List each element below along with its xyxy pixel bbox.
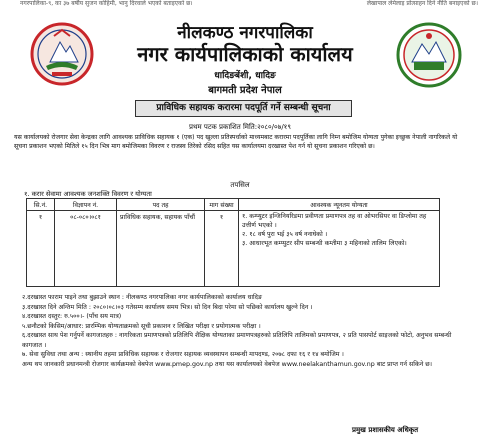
nepal-emblem-icon (30, 22, 94, 86)
vacancy-count-cell: १ (205, 211, 239, 287)
first-publish-date: प्रथम पटक प्रकाशित मिति:२०८०/०७/१९ (189, 123, 291, 131)
office-location: धादिङबेंशी, धादिङ (214, 71, 276, 81)
qualification-cell (239, 211, 440, 287)
section-1-heading: १. करार सेवामा आवश्यक जनशक्ति विवरण र योग्यता (24, 190, 152, 198)
qualification-item: ३. आधारभूत कम्प्युटर सीप सम्बन्धी कम्तीमा ३ महिनाको तालिम लिएको। (242, 240, 407, 247)
top-strip-right: लेखापाल लेमेलाइ प्रोत्साहन दिने नीति बनाइएको छ। (366, 0, 478, 7)
note-item: ७. सेवा सुविधा तथा अन्य : स्थानीय तहमा प्राविधिक सहायक र रोजगार सहायक व्यवस्थापन सम्बन्धी मापदण्ड, २०७८ दफा १६ र १४ बमोजिम । (22, 351, 344, 358)
top-strip-left: नगरपालिका-९, का ३७ बर्षीय सुजन कोहिमी, भानु दिरवाले भएको बताइएको छ। (20, 0, 193, 7)
note-item: ३.दरखास्त दिने अन्तिम मिति : २०८०।०८।०३ गतेसम्म कार्यालय समय भित्र। सो दिन बिदा परेमा सो पछिको कार्यालय खुल्ने दिन । (22, 303, 313, 311)
note-item: ६.दरखास्त साथ पेश गर्नुपर्ने कागजातहरु : नागरिकता प्रमाणपत्रको प्रतिलिपि शैक्षिक योग्यताका प्रमाणपत्रहरुको प्रतिलिपि तालिमको प्रमाणपत्र, २ प्रति पासपोर्ट साइजको फोटो, अनुभव सम्बन्धी कागजात । (22, 332, 452, 349)
municipality-logo-icon (396, 22, 462, 88)
intro-paragraph: यस कार्यालयको रोजगार सेवा केन्द्रका लागि आवश्यक प्राविधिक सहायक १ (एक) पद खुल्ला प्रतिस्पर्धाको माध्यमबाट करारमा पदपूर्तिका लागि निम्न बमोजिम योग्यता पुगेका इच्छुक नेपाली नागरिकले यो सूचना प्रकाशन भएको मितिले १५ दिन भित्र माग बमोजिमका विवरण र राजस्व तिरेको रसिद सहित यस कार्यालयमा दरखास्त पेश गर्न यो सूचना प्रकाशन गरिएको छ। (14, 134, 458, 150)
note-item: अन्य थप जानकारी प्रधानमन्त्री रोजगार कार्यक्रमको वेबपेज www.pmep.gov.np तथा यस कार्यालयको वेबपेज www.neelakanthamun.gov.np बाट प्राप्त गर्न सकिने छ। (22, 360, 432, 368)
post-level-cell: प्राविधिक सहायक, सहायक पाँचौं (117, 211, 205, 287)
province-name: बागमती प्रदेश नेपाल (208, 85, 282, 96)
notice-notes (22, 293, 472, 369)
details-heading: तपसिल (230, 181, 250, 189)
qualification-item: १. कम्प्युटर इन्जिनियरिङमा प्रवीणता प्रमाणपत्र तह वा ओभरसियर वा डिप्लोमा तह उत्तीर्ण भएको । (242, 213, 427, 229)
advertisement-number-cell: ०८-०८०।०८१ (55, 211, 117, 287)
municipality-name: नीलकण्ठ नगरपालिका (177, 23, 313, 43)
table-header: विज्ञापन नं. (55, 199, 117, 211)
table-header: सि.नं. (27, 199, 55, 211)
note-item: २.दरखास्त फाराम पाइने तथा बुझाउने स्थान : नीलकण्ठ नगरपालिका नगर कार्यपालिकाको कार्यालय धादिङ (22, 294, 262, 301)
table-header-row (27, 199, 440, 211)
post-details-table (26, 198, 440, 287)
note-item: ४.दरखास्त दस्तुर: रु.५००।- (पाँच सय मात्र) (22, 313, 122, 320)
qualification-item: २. १८ वर्ष पुरा भई ३५ वर्ष ननाघेको । (242, 231, 328, 238)
notice-title: प्राविधिक सहायक करारमा पदपूर्ति गर्ने सम्बन्धी सूचना (135, 100, 352, 117)
table-header: पद तह (117, 199, 205, 211)
table-header: आवश्यक न्यूनतम योग्यता (239, 199, 440, 211)
signatory-title: प्रमुख प्रशासकीय अधिकृत (352, 426, 419, 434)
table-header: माग संख्या (205, 199, 239, 211)
serial-number-cell: १ (27, 211, 55, 287)
top-news-strip (0, 0, 480, 8)
table-row (27, 211, 440, 287)
note-item: ५.छनौटको किसिम/आधार: प्रारम्भिक योग्यताक्रमको सूची प्रकाशन र लिखित परीक्षा र प्रयोगात्मक परीक्षा । (22, 322, 261, 330)
office-name: नगर कार्यपालिकाको कार्यालय (137, 42, 353, 66)
